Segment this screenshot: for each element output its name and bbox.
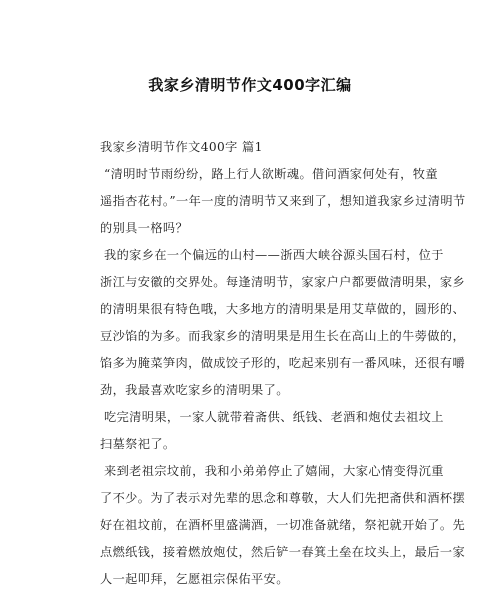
paragraph-line: 我的家乡在一个偏远的山村——浙西大峡谷源头国石村，位于 — [104, 248, 444, 262]
paragraph-line: “清明时节雨纷纷，路上行人欲断魂。借问酒家何处有，牧童 — [104, 167, 438, 181]
paragraph-line: 扫墓祭祀了。 — [100, 437, 176, 451]
paragraph-line: 的别具一格吗？ — [100, 221, 189, 235]
paragraph-line: 了不少。为了表示对先辈的思念和尊敬，大人们先把斋供和酒杯摆 — [100, 491, 466, 505]
paragraph-line: 馅多为腌菜笋肉，做成饺子形的，吃起来别有一番风味，还很有嚼 — [100, 356, 466, 370]
paragraph-line: 浙江与安徽的交界处。每逢清明节，家家户户都要做清明果，家乡 — [100, 275, 466, 289]
paragraph-line: 来到老祖宗坟前，我和小弟弟停止了嬉闹，大家心情变得沉重 — [104, 464, 444, 478]
paragraph-line: 好在祖坟前，在酒杯里盛满酒，一切准备就绪，祭祀就开始了。先 — [100, 518, 466, 532]
paragraph-line: 豆沙馅的为多。而我家乡的清明果是用生长在高山上的牛蒡做的， — [100, 329, 466, 343]
paragraph-line: 点燃纸钱，接着燃放炮仗，然后铲一春箕土垒在坟头上，最后一家 — [100, 545, 466, 559]
paragraph-line: 的清明果很有特色哦，大多地方的清明果是用艾草做的，圆形的、 — [100, 302, 466, 316]
document-title: 我家乡清明节作文400字汇编 — [148, 76, 352, 94]
paragraph-line: 劲，我最喜欢吃家乡的清明果了。 — [100, 383, 289, 397]
paragraph-line: 人一起叩拜，乞愿祖宗保佑平安。 — [100, 572, 289, 586]
document-body — [100, 134, 466, 593]
section-heading: 我家乡清明节作文400字 篇1 — [100, 140, 263, 154]
paragraph-line: 吃完清明果，一家人就带着斋供、纸钱、老酒和炮仗去祖坟上 — [104, 410, 444, 424]
paragraph-line: 遥指杏花村。”一年一度的清明节又来到了，想知道我家乡过清明节 — [100, 194, 466, 208]
